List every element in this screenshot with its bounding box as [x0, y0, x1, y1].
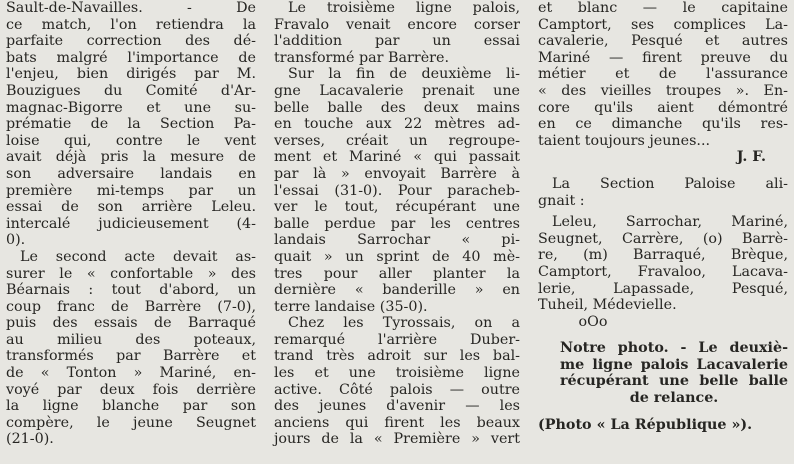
text-line: Béarnais : tout d'abord, un [6, 282, 256, 299]
text-line: de « Tonton » Mariné, en- [6, 365, 256, 382]
text-line: (21-0). [6, 431, 54, 448]
text-line: la ligne blanche par son [6, 398, 256, 415]
text-line: en ce dimanche qu'ils res- [538, 116, 788, 133]
photo-credit: (Photo « La République »). [538, 416, 753, 433]
text-line: tres pour aller planter la [274, 265, 520, 282]
text-line: magnac-Bigorre et une su- [6, 99, 256, 116]
text-line: terre landaise (35-0). [274, 298, 428, 315]
text-line: en touche aux 22 mètres ad- [274, 116, 520, 133]
text-line: Bouzigues du Comité d'Ar- [6, 82, 256, 99]
text-line: remarqué l'arrière Duber- [274, 331, 520, 348]
text-line: par là » envoyait Barrère à [274, 165, 520, 182]
text-line: première mi-temps par un [6, 182, 256, 199]
text-line: landais Sarrochar « pi- [274, 232, 520, 249]
photo-caption [538, 340, 788, 406]
lineup-line: lerie, Lapassade, Pesqué, [538, 280, 788, 297]
text-line: loise qui, contre le vent [6, 132, 256, 149]
lineup-line: Tuheil, Médevielle. [538, 297, 677, 314]
text-line: active. Côté palois — outre [274, 381, 520, 398]
article-column-2 [274, 0, 520, 448]
text-line: ver le tout, récupérant une [274, 199, 520, 216]
text-line: et blanc — le capitaine [538, 0, 788, 16]
text-line: bats malgré l'importance de [6, 49, 256, 66]
caption-line: Notre photo. - Le deuxiè- [560, 340, 788, 357]
text-line: surer le « confortable » des [6, 265, 256, 282]
text-line: taient toujours jeunes... [538, 132, 711, 149]
text-line: Fravalo venait encore corser [274, 16, 520, 33]
text-line: dernière « banderille » en [274, 282, 520, 299]
text-line: Le second acte devait as- [20, 248, 256, 265]
text-line: métier et de l'assurance [538, 66, 788, 83]
text-line: puis des essais de Barraqué [6, 315, 256, 332]
text-line: balle perdue par les centres [274, 215, 520, 232]
article-column-3 [538, 0, 788, 433]
text-line: ce match, l'on retiendra la [6, 16, 256, 33]
text-line: Camptort, ses complices La- [538, 16, 788, 33]
text-line: 0). [6, 232, 26, 249]
separator: oOo [578, 313, 608, 330]
text-line: Mariné — firent preuve du [538, 49, 788, 66]
lineup-line: Seugnet, Carrère, (o) Barrè- [538, 230, 788, 247]
text-line: quait » un sprint de 40 mè- [274, 248, 520, 265]
text-line: compère, le jeune Seugnet [6, 414, 256, 431]
author-signature: J. F. [736, 149, 766, 166]
text-line: jours de la « Première » vert [274, 431, 520, 448]
text-line: l'addition par un essai [274, 33, 520, 50]
text-line: transformé par Barrère. [274, 49, 449, 66]
text-line: trand très adroit sur les bal- [274, 348, 520, 365]
text-line: « des vieilles troupes ». En- [538, 82, 788, 99]
caption-line: me ligne palois Lacavalerie [560, 356, 788, 373]
text-line: voyé par deux fois derrière [6, 381, 256, 398]
text-line: des jeunes d'avenir — les [274, 398, 520, 415]
text-line: Sur la fin de deuxième li- [288, 66, 520, 83]
text-line: gne Lacavalerie prenait une [274, 82, 520, 99]
text-line: intercalé judicieusement (4- [6, 215, 256, 232]
lineup-line: re, (m) Barraqué, Brèque, [538, 247, 788, 264]
text-line: Chez les Tyrossais, on a [288, 315, 520, 332]
lineup-line: Camptort, Fravaloo, Lacava- [538, 263, 788, 280]
text-line: les et une troisième ligne [274, 365, 520, 382]
lineup-block [538, 176, 788, 314]
text-line: ment et Mariné « qui passait [274, 149, 520, 166]
lineup-line: gnait : [538, 192, 585, 209]
text-line: au milieu des poteaux, [6, 331, 256, 348]
text-line: cavalerie, Pesqué et autres [538, 33, 788, 50]
lineup-line: La Section Paloise ali- [552, 175, 788, 192]
text-line: parfaite correction des dé- [6, 33, 256, 50]
text-line: anciens qui firent les beaux [274, 414, 520, 431]
text-line: l'enjeu, bien dirigés par M. [6, 66, 256, 83]
text-line: l'essai (31-0). Pour paracheb- [274, 182, 520, 199]
text-line: Le troisième ligne palois, [288, 0, 520, 16]
text-line: son adversaire landais en [6, 165, 256, 182]
caption-line: de relance. [629, 390, 719, 407]
article-column-1 [6, 0, 256, 448]
text-line: coup franc de Barrère (7-0), [6, 298, 256, 315]
text-line: Sault-de-Navailles. - De [6, 0, 256, 16]
text-line: belle balle des deux mains [274, 99, 520, 116]
lineup-line: Leleu, Sarrochar, Mariné, [552, 214, 788, 231]
text-line: prématie de la Section Pa- [6, 116, 256, 133]
text-line: essai de son arrière Leleu. [6, 199, 256, 216]
text-line: core qu'ils aient démontré [538, 99, 788, 116]
caption-line: récupérant une belle balle [560, 373, 788, 390]
text-line: transformés par Barrère et [6, 348, 256, 365]
text-line: avait déjà pris la mesure de [6, 149, 256, 166]
text-line: verses, créait un regroupe- [274, 132, 520, 149]
